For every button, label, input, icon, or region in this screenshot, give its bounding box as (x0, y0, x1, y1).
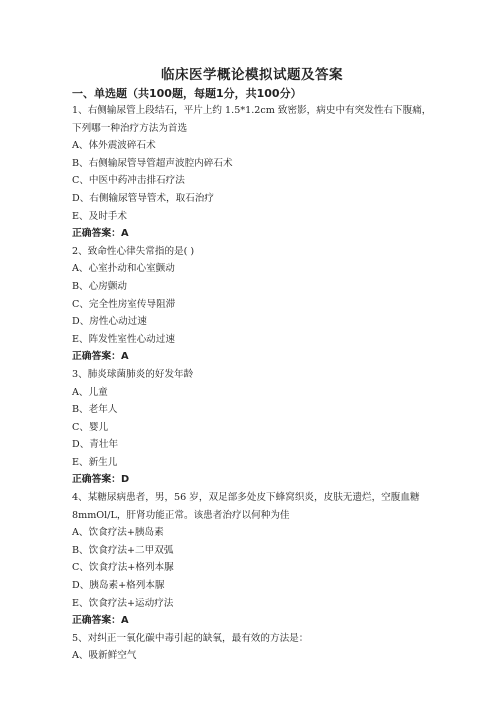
option-b: B、饮食疗法+二甲双弧 (72, 544, 174, 556)
option-d: D、胰岛素+格列本脲 (72, 580, 165, 592)
option-e: E、饮食疗法+运动疗法 (72, 597, 174, 609)
option-a: A、吸新鲜空气 (72, 650, 137, 662)
option-a: A、饮食疗法+胰岛素 (72, 527, 164, 539)
question-stem: 4、某糖尿病患者，男，56 岁，双足部多处皮下蜂窝织炎，皮肤无遗烂，空腹血糖 8mmOl/L，肝肾功能正常。该患者治疗以何种为佳 (72, 492, 420, 521)
question-5 (72, 630, 432, 665)
question-stem: 1、右侧输尿管上段结石，平片上约 1.5*1.2cm 致密影，病史中有突发性右下腹痛，下列哪一种治疗方法为首选 (72, 105, 432, 134)
correct-answer: 正确答案：A (72, 228, 129, 240)
question-2 (72, 243, 432, 366)
option-a: A、儿童 (72, 386, 108, 398)
option-b: B、心房颤动 (72, 280, 128, 292)
question-stem: 5、对纠正一氧化碳中毒引起的缺氧，最有效的方法是： (72, 632, 309, 644)
option-c: C、中医中药冲击排石疗法 (72, 175, 185, 187)
option-b: B、右侧输尿管导管超声波腔内碎石术 (72, 157, 233, 169)
option-d: D、右侧输尿管导管术，取石治疗 (72, 192, 215, 204)
question-4 (72, 489, 432, 630)
correct-answer: 正确答案：A (72, 351, 129, 363)
question-1 (72, 102, 432, 243)
option-c: C、婴儿 (72, 421, 109, 433)
option-e: E、及时手术 (72, 210, 127, 222)
document-title: 临床医学概论模拟试题及答案 (161, 67, 343, 83)
option-c: C、饮食疗法+格列本脲 (72, 562, 174, 574)
option-d: D、青壮年 (72, 439, 119, 451)
option-e: E、新生儿 (72, 456, 118, 468)
option-d: D、房性心动过速 (72, 316, 147, 328)
option-b: B、老年人 (72, 404, 118, 416)
question-3 (72, 366, 432, 489)
correct-answer: 正确答案：D (72, 474, 130, 486)
option-a: A、体外震波碎石术 (72, 140, 156, 152)
option-e: E、阵发性室性心动过速 (72, 333, 175, 345)
section-heading: 一、单选题（共100题，每题1分，共100分） (72, 87, 302, 100)
correct-answer: 正确答案：A (72, 615, 129, 627)
document-page (72, 66, 432, 665)
option-c: C、完全性房室传导阻滞 (72, 298, 176, 310)
question-stem: 3、肺炎球菌肺炎的好发年龄 (72, 368, 194, 380)
question-stem: 2、致命性心律失常指的是( ) (72, 245, 195, 257)
option-a: A、心室扑动和心室颤动 (72, 263, 175, 275)
